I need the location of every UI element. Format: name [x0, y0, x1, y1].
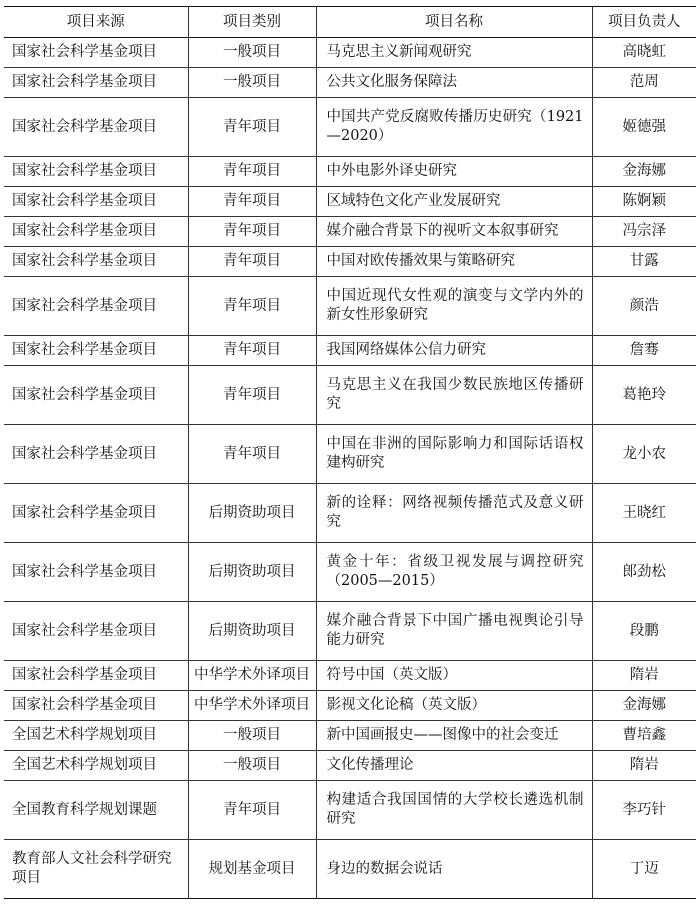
table-header-row: [4, 7, 696, 38]
cell-category: 青年项目: [188, 366, 316, 425]
cell-category: 一般项目: [188, 38, 316, 68]
cell-source: 国家社会科学基金项目: [4, 484, 188, 543]
cell-owner: 隋岩: [592, 751, 696, 781]
cell-source: 国家社会科学基金项目: [4, 38, 188, 68]
table-row: [4, 425, 696, 484]
cell-name: 身边的数据会说话: [316, 840, 592, 899]
cell-category: 青年项目: [188, 781, 316, 840]
cell-category: 青年项目: [188, 277, 316, 336]
cell-category: 青年项目: [188, 217, 316, 247]
cell-source: 国家社会科学基金项目: [4, 157, 188, 187]
cell-source: 全国教育科学规划课题: [4, 781, 188, 840]
table-row: [4, 721, 696, 751]
table-row: [4, 187, 696, 217]
table-row: [4, 691, 696, 721]
cell-name: 媒介融合背景下的视听文本叙事研究: [316, 217, 592, 247]
table-row: [4, 751, 696, 781]
table-row: [4, 781, 696, 840]
cell-name: 黄金十年：省级卫视发展与调控研究（2005—2015）: [316, 543, 592, 602]
cell-category: 青年项目: [188, 425, 316, 484]
cell-category: 后期资助项目: [188, 602, 316, 661]
table-row: [4, 38, 696, 68]
cell-source: 国家社会科学基金项目: [4, 277, 188, 336]
cell-owner: 曹培鑫: [592, 721, 696, 751]
cell-name: 媒介融合背景下中国广播电视舆论引导能力研究: [316, 602, 592, 661]
table-row: [4, 661, 696, 691]
header-project-source: 项目来源: [4, 7, 188, 38]
cell-category: 中华学术外译项目: [188, 691, 316, 721]
header-project-owner: 项目负责人: [592, 7, 696, 38]
cell-name: 我国网络媒体公信力研究: [316, 336, 592, 366]
project-list-sheet: [4, 6, 696, 899]
cell-category: 中华学术外译项目: [188, 661, 316, 691]
cell-name: 公共文化服务保障法: [316, 68, 592, 98]
cell-name: 新的诠释：网络视频传播范式及意义研究: [316, 484, 592, 543]
table-row: [4, 157, 696, 187]
cell-owner: 甘露: [592, 247, 696, 277]
cell-owner: 段鹏: [592, 602, 696, 661]
cell-name: 构建适合我国国情的大学校长遴选机制研究: [316, 781, 592, 840]
cell-name: 中国对欧传播效果与策略研究: [316, 247, 592, 277]
cell-category: 青年项目: [188, 247, 316, 277]
cell-owner: 龙小农: [592, 425, 696, 484]
cell-owner: 李巧针: [592, 781, 696, 840]
cell-name: 新中国画报史——图像中的社会变迁: [316, 721, 592, 751]
table-row: [4, 543, 696, 602]
cell-source: 教育部人文社会科学研究项目: [4, 840, 188, 899]
cell-source: 全国艺术科学规划项目: [4, 751, 188, 781]
cell-owner: 颜浩: [592, 277, 696, 336]
cell-category: 后期资助项目: [188, 543, 316, 602]
cell-owner: 金海娜: [592, 157, 696, 187]
table-row: [4, 366, 696, 425]
cell-source: 国家社会科学基金项目: [4, 366, 188, 425]
cell-category: 青年项目: [188, 98, 316, 157]
cell-owner: 詹骞: [592, 336, 696, 366]
cell-name: 区域特色文化产业发展研究: [316, 187, 592, 217]
cell-source: 国家社会科学基金项目: [4, 68, 188, 98]
cell-source: 国家社会科学基金项目: [4, 661, 188, 691]
header-project-name: 项目名称: [316, 7, 592, 38]
table-row: [4, 277, 696, 336]
cell-source: 国家社会科学基金项目: [4, 217, 188, 247]
cell-name: 中国共产党反腐败传播历史研究（1921—2020）: [316, 98, 592, 157]
cell-name: 文化传播理论: [316, 751, 592, 781]
cell-category: 规划基金项目: [188, 840, 316, 899]
cell-name: 马克思主义在我国少数民族地区传播研究: [316, 366, 592, 425]
cell-name: 中外电影外译史研究: [316, 157, 592, 187]
cell-owner: 姬德强: [592, 98, 696, 157]
cell-category: 一般项目: [188, 721, 316, 751]
cell-category: 青年项目: [188, 336, 316, 366]
cell-name: 中国在非洲的国际影响力和国际话语权建构研究: [316, 425, 592, 484]
table-row: [4, 217, 696, 247]
cell-source: 国家社会科学基金项目: [4, 543, 188, 602]
cell-owner: 王晓红: [592, 484, 696, 543]
cell-name: 符号中国（英文版）: [316, 661, 592, 691]
cell-source: 国家社会科学基金项目: [4, 98, 188, 157]
cell-category: 青年项目: [188, 187, 316, 217]
table-row: [4, 602, 696, 661]
cell-source: 全国艺术科学规划项目: [4, 721, 188, 751]
cell-owner: 范周: [592, 68, 696, 98]
table-row: [4, 840, 696, 899]
project-table: [4, 6, 696, 899]
table-row: [4, 247, 696, 277]
header-project-category: 项目类别: [188, 7, 316, 38]
cell-category: 后期资助项目: [188, 484, 316, 543]
cell-category: 一般项目: [188, 751, 316, 781]
cell-source: 国家社会科学基金项目: [4, 691, 188, 721]
cell-owner: 金海娜: [592, 691, 696, 721]
table-row: [4, 336, 696, 366]
cell-category: 一般项目: [188, 68, 316, 98]
cell-owner: 郎劲松: [592, 543, 696, 602]
cell-category: 青年项目: [188, 157, 316, 187]
table-row: [4, 68, 696, 98]
cell-source: 国家社会科学基金项目: [4, 247, 188, 277]
cell-source: 国家社会科学基金项目: [4, 187, 188, 217]
table-row: [4, 98, 696, 157]
cell-source: 国家社会科学基金项目: [4, 336, 188, 366]
cell-name: 马克思主义新闻观研究: [316, 38, 592, 68]
cell-name: 中国近现代女性观的演变与文学内外的新女性形象研究: [316, 277, 592, 336]
table-row: [4, 484, 696, 543]
cell-source: 国家社会科学基金项目: [4, 425, 188, 484]
cell-owner: 葛艳玲: [592, 366, 696, 425]
cell-owner: 丁迈: [592, 840, 696, 899]
cell-name: 影视文化论稿（英文版）: [316, 691, 592, 721]
cell-owner: 隋岩: [592, 661, 696, 691]
cell-owner: 高晓虹: [592, 38, 696, 68]
cell-owner: 陈婀颖: [592, 187, 696, 217]
cell-source: 国家社会科学基金项目: [4, 602, 188, 661]
cell-owner: 冯宗泽: [592, 217, 696, 247]
